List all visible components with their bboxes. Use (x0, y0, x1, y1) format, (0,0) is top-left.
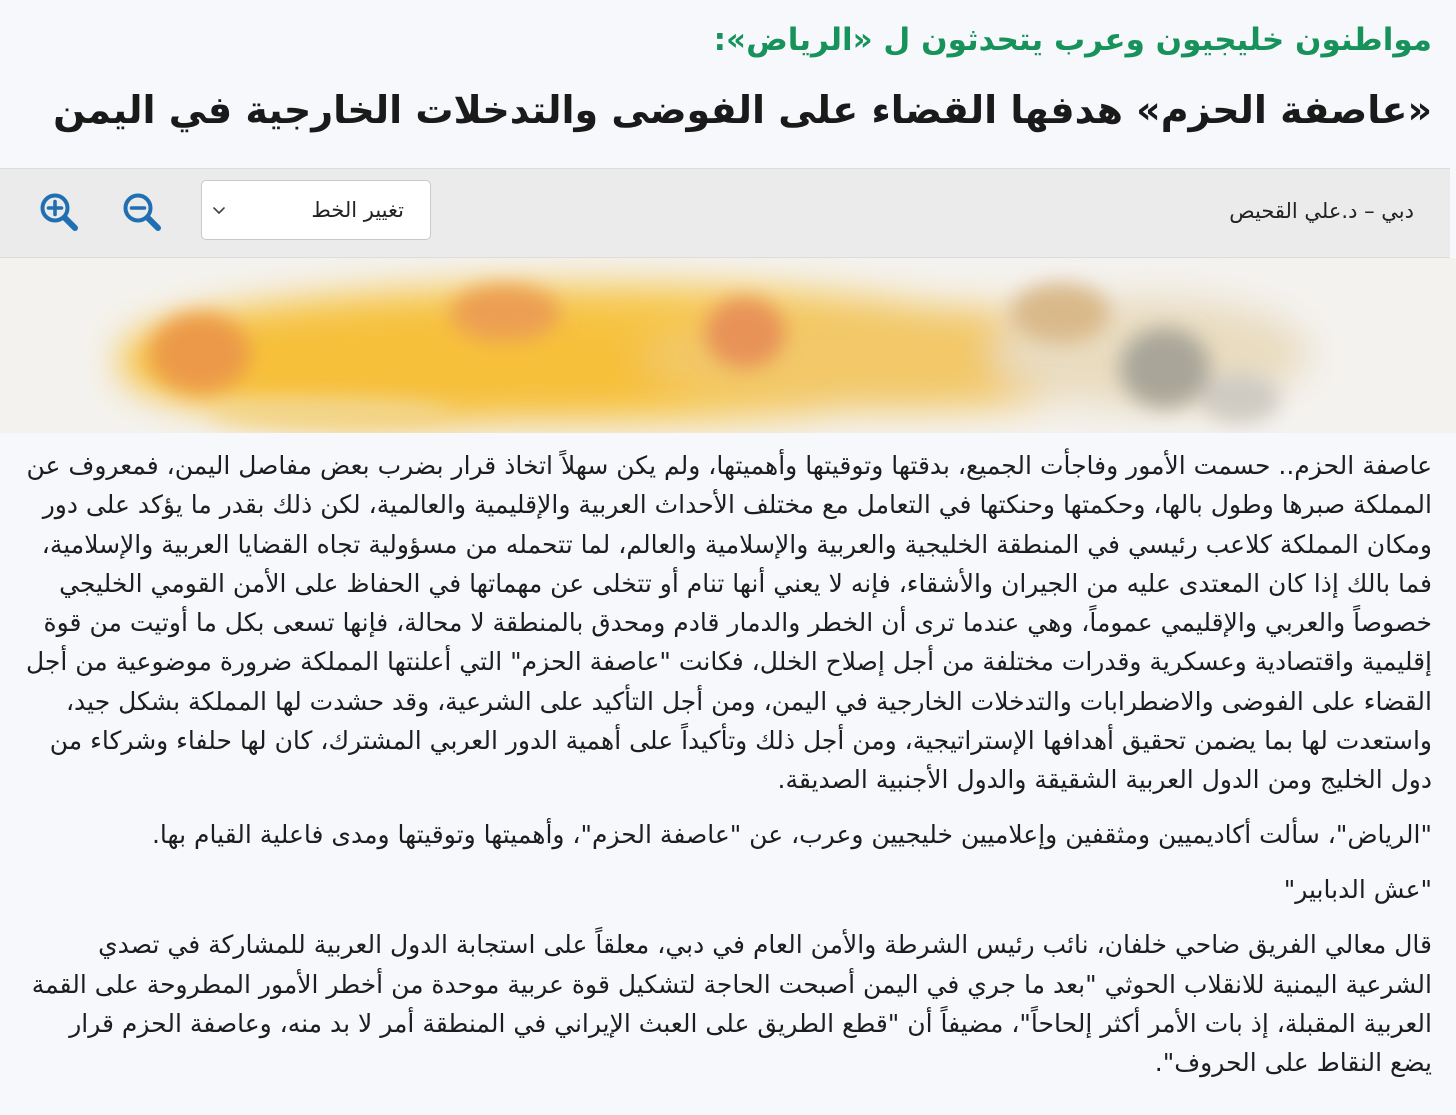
article-header (0, 0, 1456, 168)
byline: دبي – د.علي القحيص (1229, 199, 1414, 223)
article-paragraph: عاصفة الحزم.. حسمت الأمور وفاجأت الجميع، بدقتها وتوقيتها وأهميتها، ولم يكن سهلاً اتخاذ قرار بضرب بعض مفاصل اليمن، فمعروف عن المملكة صبرها وطول بالها، وحكمتها وحنكتها في التعامل مع مختلف الأحداث العربية والإقليمية والعالمية، لكن ذلك بقدر ما يؤكد على دور ومكان المملكة كلاعب رئيسي في المنطقة الخليجية والعربية والإسلامية والعالم، لما تتحمله من مسؤولية تجاه القضايا العربية والإسلامية، فما بالك إذا كان المعتدى عليه من الجيران والأشقاء، فإنه لا يعني أنها تنام أو تتخلى عن مهماتها في الحفاظ على الأمن القومي الخليجي خصوصاً والعربي والإقليمي عموماً، وهي عندما ترى أن الخطر والدمار قادم ومحدق بالمنطقة لا محالة، فإنها تسعى بكل ما أوتيت من قوة إقليمية واقتصادية وعسكرية وقدرات مختلفة من أجل إصلاح الخلل، فكانت "عاصفة الحزم" التي أعلنتها المملكة ضرورة موضوعية من أجل القضاء على الفوضى والاضطرابات والتدخلات الخارجية في اليمن، ومن أجل التأكيد على الشرعية، وقد حشدت لها المملكة بشكل جيد، واستعدت لها بما يضمن تحقيق أهدافها الإستراتيجية، ومن أجل ذلك وتأكيداً على أهمية الدور العربي المشترك، كان لها حلفاء وشركاء من دول الخليج ومن الدول العربية الشقيقة والدول الأجنبية الصديقة. (25, 451, 1432, 795)
font-select-label: تغيير الخط (311, 198, 404, 222)
article-photo-blurred (0, 258, 1456, 433)
article-paragraph: "الرياض"، سألت أكاديميين ومثقفين وإعلاميين خليجيين وعرب، عن "عاصفة الحزم"، وأهميتها وتوقيتها ومدى فاعلية القيام بها. (151, 819, 1432, 849)
font-change-select[interactable] (201, 180, 431, 240)
article-paragraph: قال معالي الفريق ضاحي خلفان، نائب رئيس الشرطة والأمن العام في دبي، معلقاً على استجابة الدول العربية للمشاركة في تصدي الشرعية اليمنية للانقلاب الحوثي "بعد ما جري في اليمن أصبحت الحاجة لتشكيل قوة عربية موحدة من أخطر الأمور المطروحة على القمة العربية المقبلة، إذ بات الأمر أكثر إلحاحاً"، مضيفاً أن "قطع الطريق على العبث الإيراني في المنطقة أمر لا بد منه، وعاصفة الحزم قرار يضع النقاط على الحروف". (31, 930, 1432, 1078)
zoom-in-icon[interactable] (38, 191, 80, 233)
zoom-out-icon[interactable] (121, 191, 163, 233)
article-toolbar (0, 168, 1450, 258)
article-body (20, 446, 1432, 1097)
supertitle: مواطنون خليجيون وعرب يتحدثون ل «الرياض»: (713, 22, 1432, 58)
page-title: «عاصفة الحزم» هدفها القضاء على الفوضى والتدخلات الخارجية في اليمن (53, 88, 1432, 132)
article-subheading: "عش الدبابير" (1283, 874, 1432, 904)
chevron-down-icon (208, 199, 230, 221)
